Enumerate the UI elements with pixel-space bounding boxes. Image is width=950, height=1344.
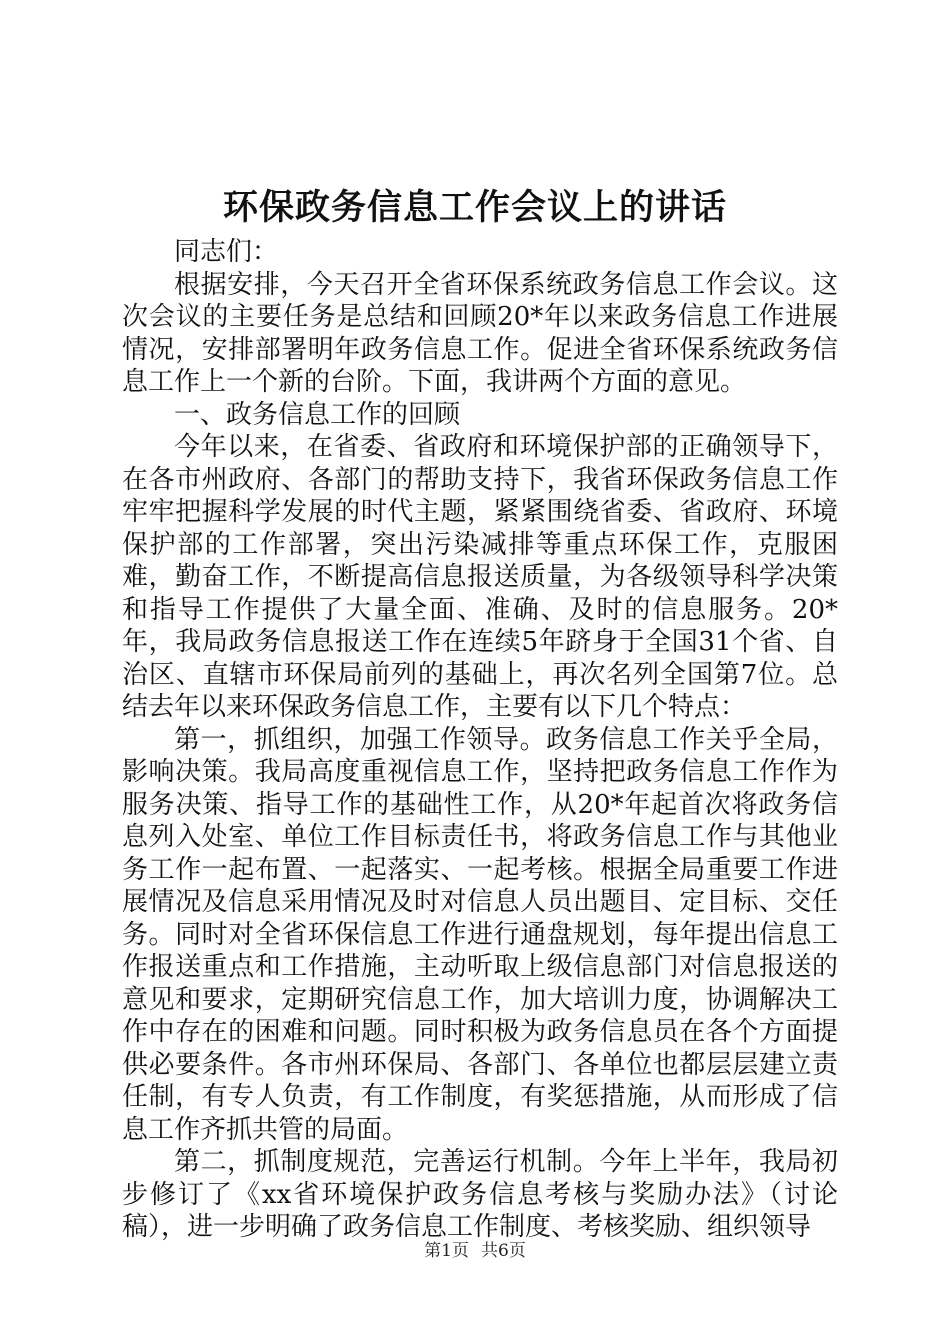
point-two-paragraph: 第二，抓制度规范，完善运行机制。今年上半年，我局初步修订了《xx省环境保护政务信息考核与奖励办法》（讨论稿），进一步明确了政务信息工作制度、考核奖励、组织领导 (122, 1147, 838, 1242)
document-body (122, 236, 838, 1244)
page-footer (0, 1240, 950, 1262)
intro-paragraph: 根据安排，今天召开全省环保系统政务信息工作会议。这次会议的主要任务是总结和回顾20*年以来政务信息工作进展情况，安排部署明年政务信息工作。促进全省环保系统政务信息工作上一个新的台阶。下面，我讲两个方面的意见。 (122, 269, 838, 397)
salutation-paragraph: 同志们： (174, 237, 279, 267)
document-title: 环保政务信息工作会议上的讲话 (222, 187, 727, 228)
review-paragraph: 今年以来，在省委、省政府和环境保护部的正确领导下，在各市州政府、各部门的帮助支持下，我省环保政务信息工作牢牢把握科学发展的时代主题，紧紧围绕省委、省政府、环境保护部的工作部署，突出污染减排等重点环保工作，克服困难，勤奋工作，不断提高信息报送质量，为各级领导科学决策和指导工作提供了大量全面、准确、及时的信息服务。20*年，我局政务信息报送工作在连续5年跻身于全国31个省、自治区、直辖市环保局前列的基础上，再次名列全国第7位。总结去年以来环保政务信息工作，主要有以下几个特点： (122, 432, 838, 722)
section-heading: 一、政务信息工作的回顾 (174, 399, 461, 430)
page-total: 共6页 (481, 1241, 526, 1261)
page-number: 第1页 (424, 1241, 469, 1261)
point-one-paragraph: 第一，抓组织，加强工作领导。政务信息工作关乎全局，影响决策。我局高度重视信息工作，坚持把政务信息工作作为服务决策、指导工作的基础性工作，从20*年起首次将政务信息列入处室、单位工作目标责任书，将政务信息工作与其他业务工作一起布置、一起落实、一起考核。根据全局重要工作进展情况及信息采用情况及时对信息人员出题目、定目标、交任务。同时对全省环保信息工作进行通盘规划，每年提出信息工作报送重点和工作措施，主动听取上级信息部门对信息报送的意见和要求，定期研究信息工作，加大培训力度，协调解决工作中存在的困难和问题。同时积极为政务信息员在各个方面提供必要条件。各市州环保局、各部门、各单位也都层层建立责任制，有专人负责，有工作制度，有奖惩措施，从而形成了信息工作齐抓共管的局面。 (122, 724, 838, 1145)
